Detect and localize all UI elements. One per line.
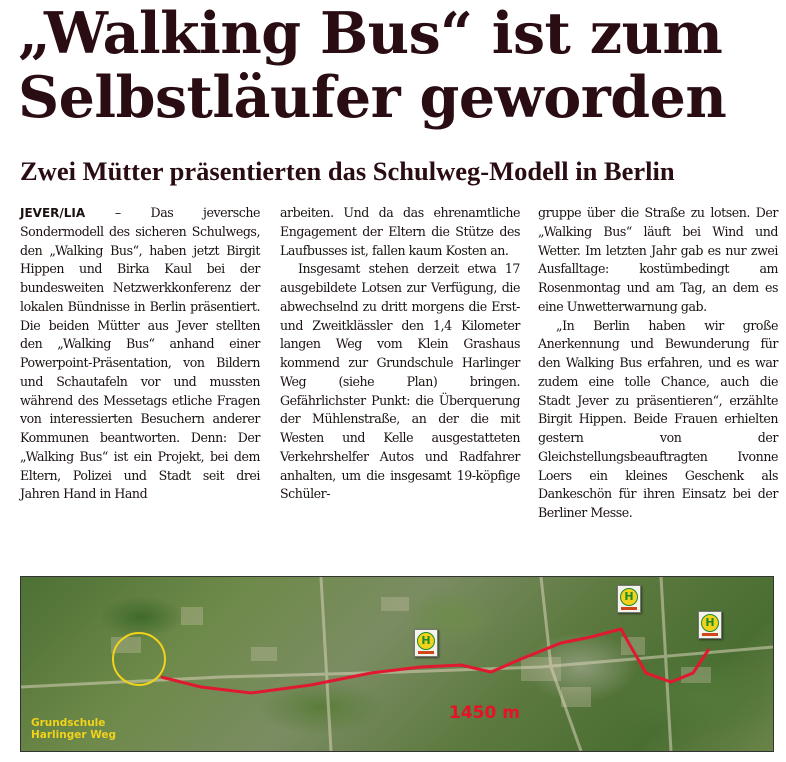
bus-stop-h-icon: [698, 611, 722, 639]
dateline: JEVER/LIA: [20, 206, 86, 220]
bus-stop-h-icon: [414, 629, 438, 657]
headline-line-2: Selbstläufer geworden: [18, 64, 727, 131]
bus-stop-h-icon: [617, 585, 641, 613]
article-column-1: [20, 204, 260, 504]
article-paragraph: Insgesamt stehen derzeit etwa 17 ausgebildete Lotsen zur Verfügung, die abwechselnd zu dritt morgens die Erst- und Zweitklässler den 1,4 Kilometer langen Weg vom Klein Grashaus kommend zur Grundschule Harlinger Weg (siehe Plan) bringen. Gefährlichster Punkt: die Überquerung der Mühlenstraße, an der die mit Westen und Kelle ausgestatteten Verkehrshelfer Autos und Radfahrer anhalten, um die insgesamt 19-köpfige Schüler-: [280, 261, 520, 502]
school-label-line-1: Grundschule: [31, 717, 106, 729]
headline: [18, 2, 778, 130]
headline-line-1: „Walking Bus“ ist zum: [18, 0, 723, 67]
article-column-3: [538, 204, 778, 523]
paragraph-text: – Das jeversche Sondermodell des sicheren Schulwegs, den „Walking Bus“, haben jetzt Birgit Hippen und Birka Kaul bei der bundesweiten Netzwerkkonferenz der lokalen Bündnisse in Berlin präsentiert. Die beiden Mütter aus Jever stellten den „Walking Bus“ anhand einer Powerpoint-Präsentation, von Bildern und Schautafeln vor und mussten während des Messetags etliche Fragen von interessierten Besuchern anderer Kommunen beantworten. Denn: Der „Walking Bus“ ist ein Projekt, bei dem Eltern, Polizei und Stadt seit drei Jahren Hand in Hand: [20, 205, 260, 502]
school-label-line-2: Harlinger Weg: [31, 729, 117, 741]
route-map-graphic: [21, 577, 773, 751]
route-map: [20, 576, 774, 752]
article-paragraph: „In Berlin haben wir große Anerkennung und Bewunderung für den Walking Bus erfahren, und es war zudem eine tolle Chance, auch die Stadt Jever zu präsentieren“, erzählte Birgit Hippen. Beide Frauen erhielten gestern von der Gleichstellungsbeauftragten Ivonne Loers ein kleines Geschenk als Dankeschön für ihren Einsatz bei der Berliner Messe.: [538, 317, 778, 520]
article-column-2: [280, 204, 520, 504]
route-distance-label: 1450 m: [449, 703, 520, 723]
article-paragraph: arbeiten. Und da das ehrenamtliche Engagement der Eltern die Stütze des Laufbusses ist, fallen kaum Kosten an.: [280, 205, 520, 258]
map-buildings: [111, 597, 711, 707]
school-label: [31, 717, 116, 741]
article-paragraph: [20, 204, 260, 504]
article-paragraph: gruppe über die Straße zu lotsen. Der „Walking Bus“ läuft bei Wind und Wetter. Im letzten Jahr gab es nur zwei Ausfalltage: kostümbedingt am Rosenmontag und am Tag, an dem es eine Unwetterwarnung gab.: [538, 205, 778, 314]
subheadline: Zwei Mütter präsentierten das Schulweg-Modell in Berlin: [20, 156, 675, 186]
